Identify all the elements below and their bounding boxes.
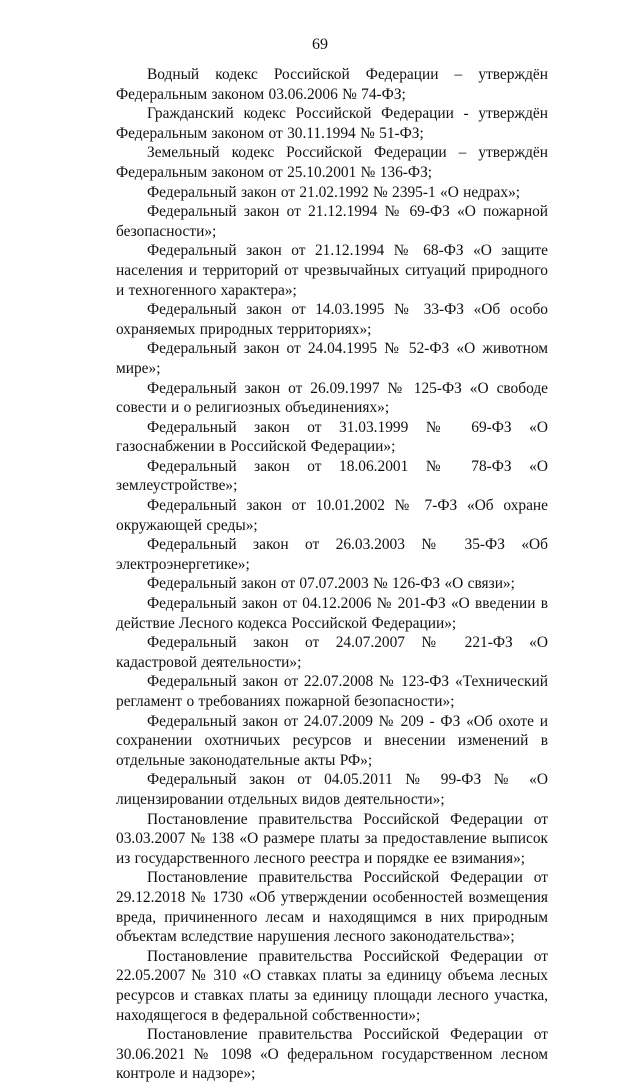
legal-reference-paragraph: Федеральный закон от 26.03.2003 № 35-ФЗ «Об электроэнергетике»; bbox=[116, 536, 548, 573]
legal-reference-paragraph: Водный кодекс Российской Федерации – утверждён Федеральным законом 03.06.2006 № 74-ФЗ; bbox=[116, 66, 548, 103]
legal-reference-paragraph: Федеральный закон от 24.07.2009 № 209 - ФЗ «Об охоте и сохранении охотничьих ресурсов и внесении изменений в отдельные законодательные акты РФ»; bbox=[116, 712, 548, 769]
document-body bbox=[116, 65, 548, 1084]
legal-reference-paragraph: Земельный кодекс Российской Федерации – утверждён Федеральным законом от 25.10.2001 № 136-ФЗ; bbox=[116, 144, 548, 181]
legal-reference-paragraph: Федеральный закон от 04.05.2011 № 99-ФЗ № «О лицензировании отдельных видов деятельности»; bbox=[116, 771, 548, 808]
legal-reference-paragraph: Федеральный закон от 31.03.1999 № 69-ФЗ «О газоснабжении в Российской Федерации»; bbox=[116, 418, 548, 456]
page-number: 69 bbox=[312, 36, 328, 53]
legal-reference-paragraph: Федеральный закон от 14.03.1995 № 33-ФЗ «Об особо охраняемых природных территориях»; bbox=[116, 301, 548, 338]
legal-reference-paragraph: Федеральный закон от 04.12.2006 № 201-ФЗ «О введении в действие Лесного кодекса Российской Федерации»; bbox=[116, 595, 548, 632]
legal-reference-paragraph: Федеральный закон от 21.02.1992 № 2395-1 «О недрах»; bbox=[147, 183, 521, 201]
legal-reference-paragraph: Постановление правительства Российской Федерации от 22.05.2007 № 310 «О ставках платы за единицу объема лесных ресурсов и ставках платы за единицу площади лесного участка, находящегося в федеральной собственности»; bbox=[116, 947, 548, 1024]
legal-reference-paragraph: Федеральный закон от 22.07.2008 № 123-ФЗ «Технический регламент о требованиях пожарной безопасности»; bbox=[116, 673, 548, 710]
legal-reference-paragraph: Федеральный закон от 21.12.1994 № 69-ФЗ «О пожарной безопасности»; bbox=[116, 203, 548, 240]
legal-reference-paragraph: Федеральный закон от 07.07.2003 № 126-ФЗ «О связи»; bbox=[147, 575, 515, 593]
legal-reference-paragraph: Федеральный закон от 26.09.1997 № 125-ФЗ «О свободе совести и о религиозных объединениях»; bbox=[116, 379, 548, 417]
legal-reference-paragraph: Постановление правительства Российской Федерации от 29.12.2018 № 1730 «Об утверждении особенностей возмещения вреда, причиненного лесам и находящимся в них природным объектам вследствие нарушения лесного законодательства»; bbox=[116, 869, 548, 946]
legal-reference-paragraph: Постановление правительства Российской Федерации от 30.06.2021 № 1098 «О федеральном государственном лесном контроле и надзоре»; bbox=[116, 1026, 548, 1083]
legal-reference-paragraph: Федеральный закон от 24.07.2007 № 221-ФЗ «О кадастровой деятельности»; bbox=[116, 634, 548, 671]
legal-reference-paragraph: Федеральный закон от 10.01.2002 № 7-ФЗ «Об охране окружающей среды»; bbox=[116, 497, 548, 534]
legal-reference-paragraph: Гражданский кодекс Российской Федерации - утверждён Федеральным законом от 30.11.1994 № 51-ФЗ; bbox=[116, 105, 548, 142]
legal-reference-paragraph: Постановление правительства Российской Федерации от 03.03.2007 № 138 «О размере платы за предоставление выписок из государственного лесного реестра и порядке ее взимания»; bbox=[116, 810, 548, 867]
legal-reference-paragraph: Федеральный закон от 24.04.1995 № 52-ФЗ «О животном мире»; bbox=[116, 340, 548, 377]
legal-reference-paragraph: Федеральный закон от 18.06.2001 № 78-ФЗ «О землеустройстве»; bbox=[116, 457, 548, 495]
legal-reference-paragraph: Федеральный закон от 21.12.1994 № 68-ФЗ «О защите населения и территорий от чрезвычайных ситуаций природного и техногенного характера»; bbox=[116, 242, 548, 299]
